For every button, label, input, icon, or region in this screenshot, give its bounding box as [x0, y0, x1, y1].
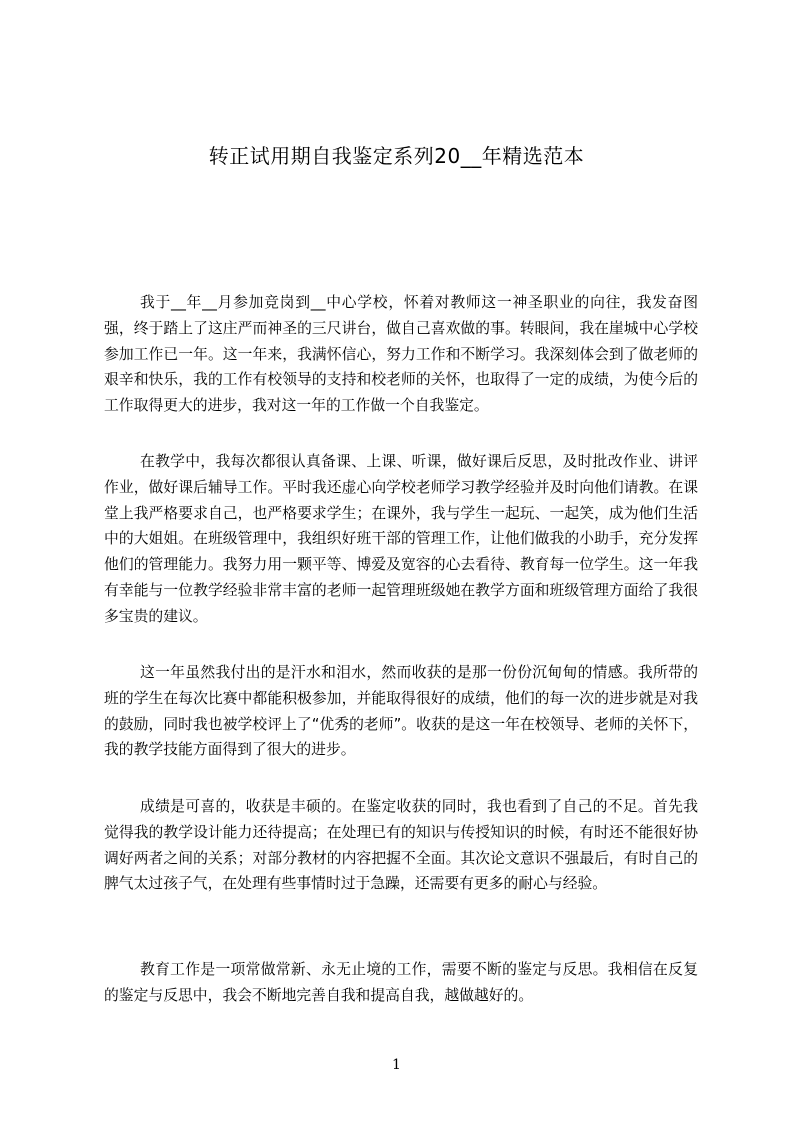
- paragraph-2: 在教学中，我每次都很认真备课、上课、听课，做好课后反思，及时批改作业、讲评作业，做好课后辅导工作。平时我还虚心向学校老师学习教学经验并及时向他们请教。在课堂上我严格要求自己，也严格要求学生；在课外，我与学生一起玩、一起笑，成为他们生活中的大姐姐。在班级管理中，我组织好班干部的管理工作，让他们做我的小助手，充分发挥他们的管理能力。我努力用一颗平等、博爱及宽容的心去看待、教育每一位学生。这一年我有幸能与一位教学经验非常丰富的老师一起管理班级她在教学方面和班级管理方面给了我很多宝贵的建议。: [104, 453, 698, 625]
- document-title: 转正试用期自我鉴定系列20__年精选范本: [208, 144, 585, 168]
- paragraph-1: 我于__年__月参加竞岗到__中心学校，怀着对教师这一神圣职业的向往，我发奋图强，终于踏上了这庄严而神圣的三尺讲台，做自己喜欢做的事。转眼间，我在崖城中心学校参加工作已一年。这一年来，我满怀信心，努力工作和不断学习。我深刻体会到了做老师的艰辛和快乐，我的工作有校领导的支持和校老师的关怀，也取得了一定的成绩，为使今后的工作取得更大的进步，我对这一年的工作做一个自我鉴定。: [104, 294, 698, 415]
- paragraph-4: 成绩是可喜的，收获是丰硕的。在鉴定收获的同时，我也看到了自己的不足。首先我觉得我的教学设计能力还待提高；在处理已有的知识与传授知识的时候，有时还不能很好协调好两者之间的关系；对部分教材的内容把握不全面。其次论文意识不强最后，有时自己的脾气太过孩子气，在处理有些事情时过于急躁，还需要有更多的耐心与经验。: [104, 798, 698, 893]
- paragraph-3: 这一年虽然我付出的是汗水和泪水，然而收获的是那一份份沉甸甸的情感。我所带的班的学生在每次比赛中都能积极参加，并能取得很好的成绩，他们的每一次的进步就是对我的鼓励，同时我也被学校评上了“优秀的老师”。收获的是这一年在校领导、老师的关怀下，我的教学技能方面得到了很大的进步。: [104, 664, 698, 759]
- paragraph-5: 教育工作是一项常做常新、永无止境的工作，需要不断的鉴定与反思。我相信在反复的鉴定与反思中，我会不断地完善自我和提高自我，越做越好的。: [104, 961, 698, 1004]
- page-number: 1: [392, 1057, 401, 1073]
